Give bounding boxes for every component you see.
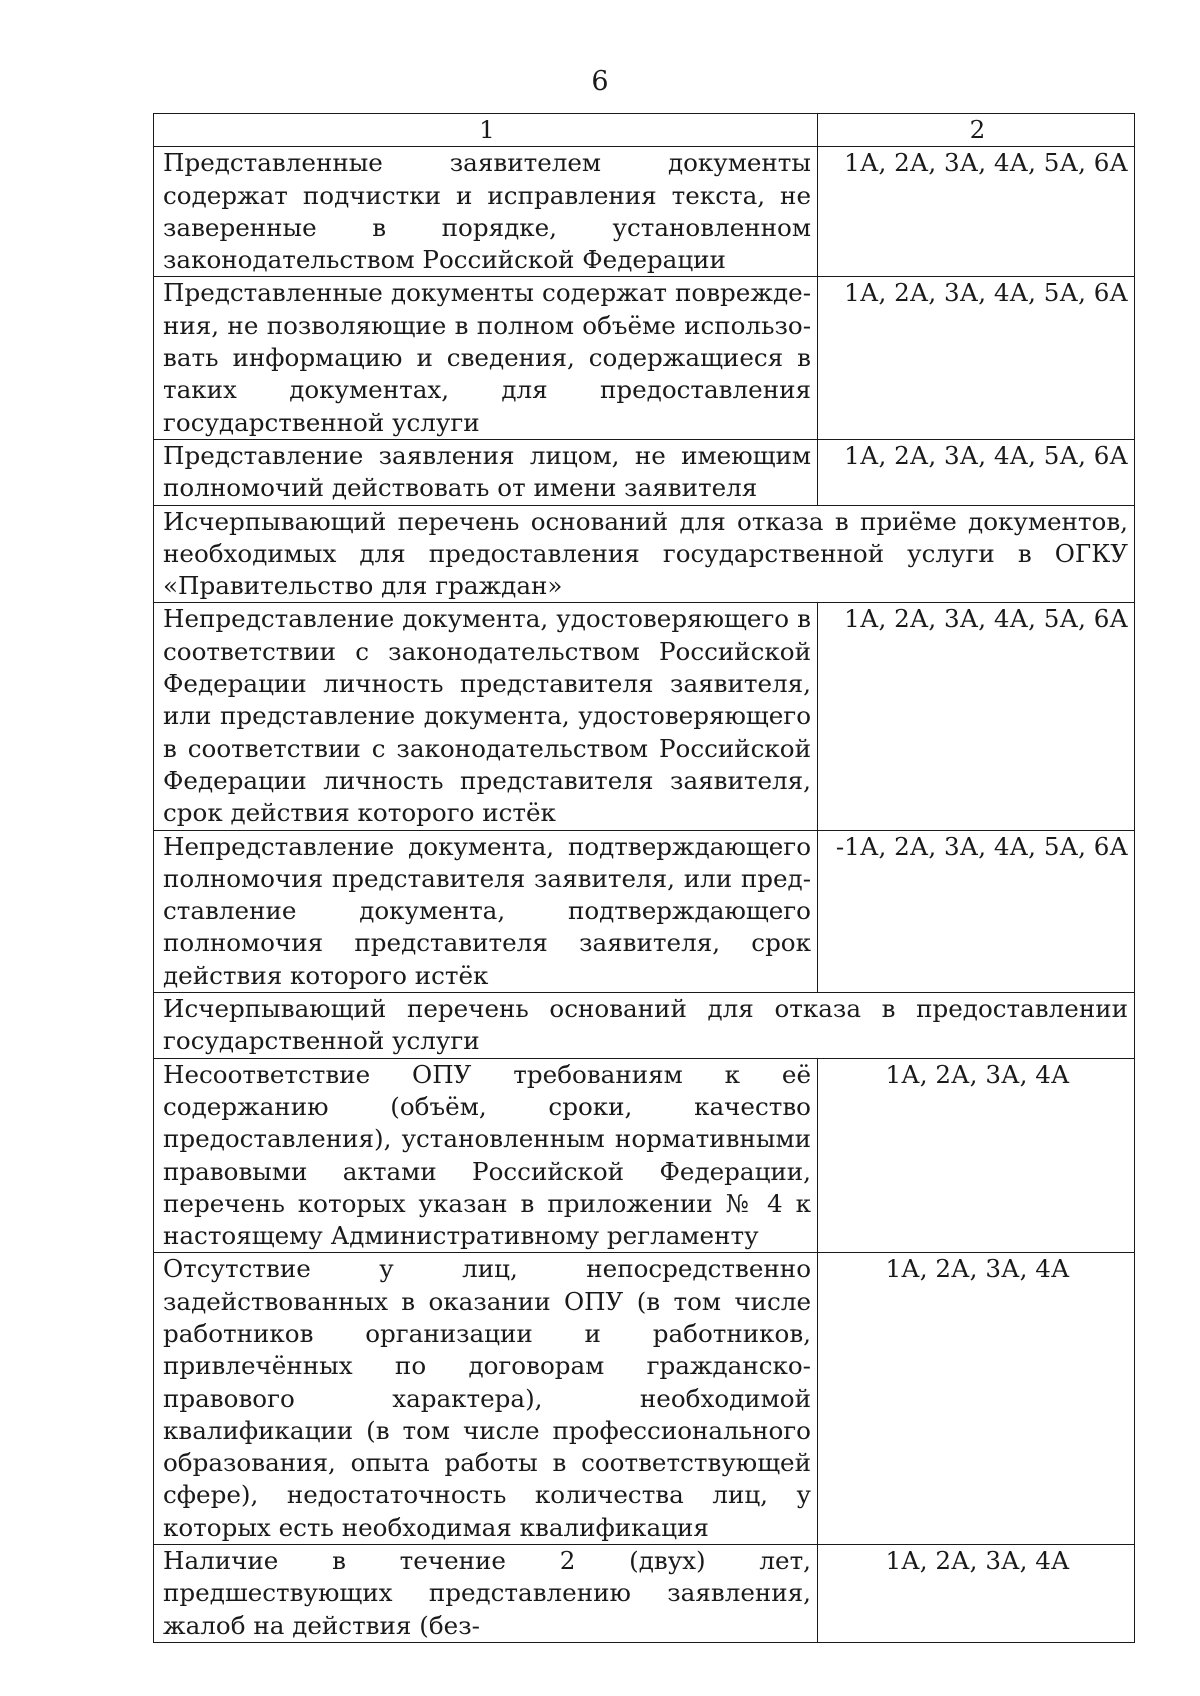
ground-text: Наличие в течение 2 (двух) лет, предшествующих представлению заявления, жалоб на действия (без- <box>154 1545 818 1643</box>
ground-text: Представленные документы содержат повреждения, не позволяющие в полном объёме использовать информацию и сведения, содержащиеся в таких документах, для предоставления государственной услуги <box>154 277 818 439</box>
grounds-table <box>153 113 1135 1643</box>
table-row <box>154 1058 1135 1253</box>
ground-text: Непредставление документа, удостоверяющего в соответствии с законодательством Российской Федерации личность представителя заявителя, или представление документа, удостоверяющего в соответствии с законодательством Российской Федерации личность представителя заявителя, срок действия которого истёк <box>154 603 818 830</box>
table-row <box>154 147 1135 277</box>
table-row <box>154 1545 1135 1643</box>
ground-text: Непредставление документа, подтверждающего полномочия представителя заявителя, или представление документа, подтверждающего полномочия представителя заявителя, срок действия которого истёк <box>154 830 818 992</box>
table-row <box>154 830 1135 992</box>
section-heading: Исчерпывающий перечень оснований для отказа в предоставлении государственной услуги <box>154 993 1135 1059</box>
table-row <box>154 603 1135 830</box>
column-header-2: 2 <box>818 114 1135 147</box>
ground-text: Представленные заявителем документы содержат подчистки и исправления текста, не заверенные в порядке, установленном законодательством Российской Федерации <box>154 147 818 277</box>
ground-codes: 1А, 2А, 3А, 4А <box>818 1253 1135 1545</box>
ground-codes: 1А, 2А, 3А, 4А, 5А, 6А <box>818 439 1135 505</box>
table-row <box>154 1253 1135 1545</box>
ground-codes: 1А, 2А, 3А, 4А, 5А, 6А <box>818 147 1135 277</box>
section-heading: Исчерпывающий перечень оснований для отказа в приёме документов, необходимых для предоставления государственной услуги в ОГКУ «Правительство для граждан» <box>154 505 1135 603</box>
ground-codes: -1А, 2А, 3А, 4А, 5А, 6А <box>818 830 1135 992</box>
table-row <box>154 439 1135 505</box>
ground-codes: 1А, 2А, 3А, 4А <box>818 1545 1135 1643</box>
column-header-1: 1 <box>154 114 818 147</box>
page-number: 6 <box>591 66 609 97</box>
ground-codes: 1А, 2А, 3А, 4А, 5А, 6А <box>818 603 1135 830</box>
ground-codes: 1А, 2А, 3А, 4А, 5А, 6А <box>818 277 1135 439</box>
section-row <box>154 993 1135 1059</box>
section-row <box>154 505 1135 603</box>
ground-text: Представление заявления лицом, не имеющим полномочий действовать от имени заявителя <box>154 439 818 505</box>
ground-codes: 1А, 2А, 3А, 4А <box>818 1058 1135 1253</box>
ground-text: Отсутствие у лиц, непосредственно задействованных в оказании ОПУ (в том числе работников организации и работников, привлечённых по договорам гражданско-правового характера), необходимой квалификации (в том числе профессионального образования, опыта работы в соответствующей сфере), недостаточность количества лиц, у которых есть необходимая квалификация <box>154 1253 818 1545</box>
ground-text: Несоответствие ОПУ требованиям к её содержанию (объём, сроки, качество предоставления), установленным нормативными правовыми актами Российской Федерации, перечень которых указан в приложении № 4 к настоящему Административному регламенту <box>154 1058 818 1253</box>
table-header-row <box>154 114 1135 147</box>
table-row <box>154 277 1135 439</box>
